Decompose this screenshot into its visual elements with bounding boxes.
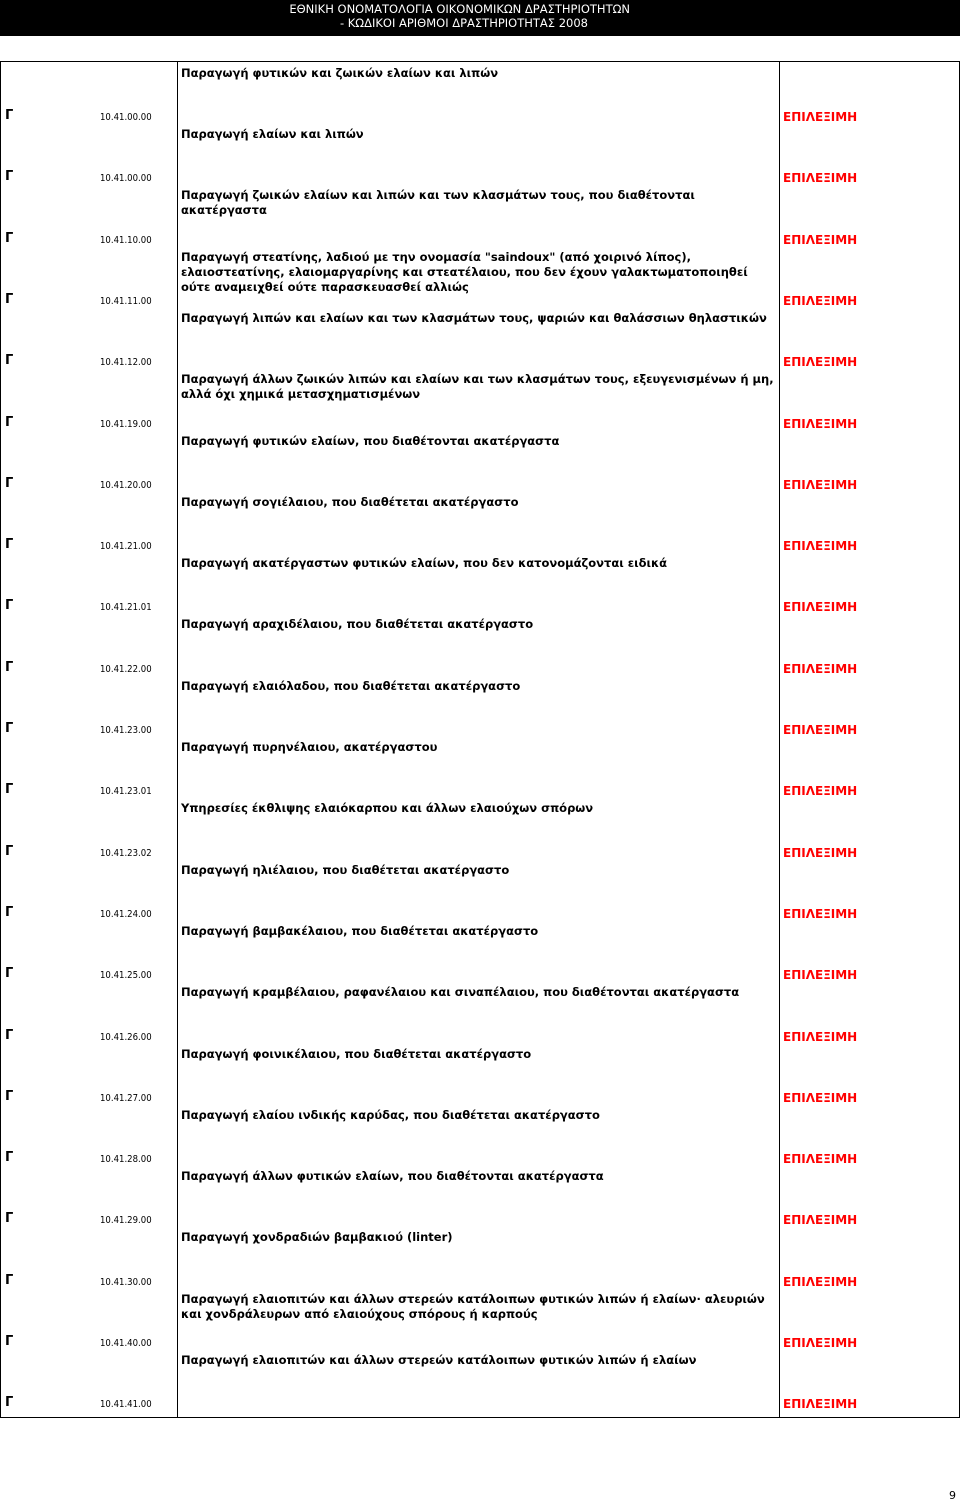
header-subtitle: - ΚΩΔΙΚΟΙ ΑΡΙΘΜΟΙ ΔΡΑΣΤΗΡΙΟΤΗΤΑΣ 2008 bbox=[339, 16, 588, 30]
activity-description: Παραγωγή βαμβακέλαιου, που διαθέτεται ακατέργαστο bbox=[181, 924, 539, 938]
activity-description: Παραγωγή ελαιοπιτών και άλλων στερεών κατάλοιπων φυτικών λιπών ή ελαίων bbox=[181, 1353, 697, 1367]
activity-code: 10.41.28.00 bbox=[100, 1154, 152, 1165]
activity-description: Παραγωγή αραχιδέλαιου, που διαθέτεται ακατέργαστο bbox=[181, 617, 534, 631]
activity-code: 10.41.24.00 bbox=[100, 909, 152, 920]
status-label: ΕΠΙΛΕΞΙΜΗ bbox=[783, 784, 858, 798]
status-label: ΕΠΙΛΕΞΙΜΗ bbox=[783, 1397, 858, 1411]
activity-code: 10.41.41.00 bbox=[100, 1399, 152, 1410]
activity-description: Παραγωγή ελαιόλαδου, που διαθέτεται ακατέργαστο bbox=[181, 679, 521, 693]
activity-description: Παραγωγή ελαίων και λιπών bbox=[181, 127, 364, 141]
activity-code: 10.41.29.00 bbox=[100, 1215, 152, 1226]
category-letter: Γ bbox=[5, 1395, 14, 1410]
status-label: ΕΠΙΛΕΞΙΜΗ bbox=[783, 233, 858, 247]
status-label: ΕΠΙΛΕΞΙΜΗ bbox=[783, 171, 858, 185]
activity-description: Παραγωγή ηλιέλαιου, που διαθέτεται ακατέργαστο bbox=[181, 863, 510, 877]
status-label: ΕΠΙΛΕΞΙΜΗ bbox=[783, 478, 858, 492]
activity-description: Παραγωγή χονδραδιών βαμβακιού (linter) bbox=[181, 1230, 453, 1244]
activity-code: 10.41.30.00 bbox=[100, 1277, 152, 1288]
activity-code: 10.41.40.00 bbox=[100, 1338, 152, 1349]
activity-code: 10.41.19.00 bbox=[100, 419, 152, 430]
category-letter: Γ bbox=[5, 966, 14, 981]
status-label: ΕΠΙΛΕΞΙΜΗ bbox=[783, 539, 858, 553]
table-bottom-border bbox=[0, 1417, 960, 1418]
status-label: ΕΠΙΛΕΞΙΜΗ bbox=[783, 1275, 858, 1289]
category-letter: Γ bbox=[5, 169, 14, 184]
category-letter: Γ bbox=[5, 476, 14, 491]
category-letter: Γ bbox=[5, 231, 14, 246]
activity-description: Παραγωγή σογιέλαιου, που διαθέτεται ακατέργαστο bbox=[181, 495, 519, 509]
table-top-border bbox=[0, 61, 960, 62]
status-label: ΕΠΙΛΕΞΙΜΗ bbox=[783, 968, 858, 982]
activity-description: Παραγωγή άλλων ζωικών λιπών και ελαίων και των κλασμάτων τους, εξευγενισμένων ή μη, αλλά όχι χημικά μετασχηματισμένων bbox=[181, 372, 774, 401]
category-letter: Γ bbox=[5, 598, 14, 613]
status-label: ΕΠΙΛΕΞΙΜΗ bbox=[783, 355, 858, 369]
status-label: ΕΠΙΛΕΞΙΜΗ bbox=[783, 723, 858, 737]
page-number: 9 bbox=[949, 1489, 956, 1502]
status-label: ΕΠΙΛΕΞΙΜΗ bbox=[783, 1152, 858, 1166]
status-label: ΕΠΙΛΕΞΙΜΗ bbox=[783, 1336, 858, 1350]
category-letter: Γ bbox=[5, 415, 14, 430]
activity-code: 10.41.23.00 bbox=[100, 725, 152, 736]
activity-code: 10.41.11.00 bbox=[100, 296, 152, 307]
activity-description: Παραγωγή πυρηνέλαιου, ακατέργαστου bbox=[181, 740, 438, 754]
category-letter: Γ bbox=[5, 721, 14, 736]
category-letter: Γ bbox=[5, 1089, 14, 1104]
category-letter: Γ bbox=[5, 905, 14, 920]
category-letter: Γ bbox=[5, 844, 14, 859]
category-letter: Γ bbox=[5, 292, 14, 307]
activity-description: Παραγωγή ελαιοπιτών και άλλων στερεών κατάλοιπων φυτικών λιπών ή ελαίων· αλευριών και χονδράλευρων από ελαιούχους σπόρους ή καρπούς bbox=[181, 1292, 765, 1321]
activity-code: 10.41.10.00 bbox=[100, 235, 152, 246]
activity-description: Παραγωγή άλλων φυτικών ελαίων, που διαθέτονται ακατέργαστα bbox=[181, 1169, 604, 1183]
status-label: ΕΠΙΛΕΞΙΜΗ bbox=[783, 1213, 858, 1227]
activity-code: 10.41.25.00 bbox=[100, 970, 152, 981]
activity-description: Παραγωγή κραμβέλαιου, ραφανέλαιου και σιναπέλαιου, που διαθέτονται ακατέργαστα bbox=[181, 985, 740, 999]
activity-code: 10.41.23.02 bbox=[100, 848, 152, 859]
category-letter: Γ bbox=[5, 537, 14, 552]
category-letter: Γ bbox=[5, 1150, 14, 1165]
status-label: ΕΠΙΛΕΞΙΜΗ bbox=[783, 907, 858, 921]
activity-description: Παραγωγή ζωικών ελαίων και λιπών και των κλασμάτων τους, που διαθέτονται ακατέργαστα bbox=[181, 188, 695, 217]
category-letter: Γ bbox=[5, 1273, 14, 1288]
category-letter: Γ bbox=[5, 1334, 14, 1349]
status-label: ΕΠΙΛΕΞΙΜΗ bbox=[783, 294, 858, 308]
activity-description: Παραγωγή λιπών και ελαίων και των κλασμάτων τους, ψαριών και θαλάσσιων θηλαστικών bbox=[181, 311, 767, 325]
category-letter: Γ bbox=[5, 1211, 14, 1226]
status-label: ΕΠΙΛΕΞΙΜΗ bbox=[783, 846, 858, 860]
top-description: Παραγωγή φυτικών και ζωικών ελαίων και λιπών bbox=[181, 66, 499, 80]
activity-description: Παραγωγή φοινικέλαιου, που διαθέτεται ακατέργαστο bbox=[181, 1047, 532, 1061]
activity-description: Παραγωγή ελαίου ινδικής καρύδας, που διαθέτεται ακατέργαστο bbox=[181, 1108, 600, 1122]
activity-code: 10.41.26.00 bbox=[100, 1032, 152, 1043]
activity-description: Παραγωγή στεατίνης, λαδιού με την ονομασία "saindoux" (από χοιρινό λίπος), ελαιοστεατίνης, ελαιομαργαρίνης και στεατέλαιου, που δεν έχουν γαλακτωματοποιηθεί ούτε αναμειχθεί ούτε παρασκευασθεί αλλιώς bbox=[181, 250, 748, 294]
column-divider bbox=[177, 61, 178, 1417]
category-letter: Γ bbox=[5, 353, 14, 368]
activity-code: 10.41.23.01 bbox=[100, 786, 152, 797]
activity-code: 10.41.00.00 bbox=[100, 112, 152, 123]
activity-description: Υπηρεσίες έκθλιψης ελαιόκαρπου και άλλων ελαιούχων σπόρων bbox=[181, 801, 594, 815]
status-label: ΕΠΙΛΕΞΙΜΗ bbox=[783, 1030, 858, 1044]
status-label: ΕΠΙΛΕΞΙΜΗ bbox=[783, 110, 858, 124]
activity-code: 10.41.27.00 bbox=[100, 1093, 152, 1104]
activity-code: 10.41.21.01 bbox=[100, 602, 152, 613]
status-label: ΕΠΙΛΕΞΙΜΗ bbox=[783, 600, 858, 614]
activity-code: 10.41.00.00 bbox=[100, 173, 152, 184]
table-left-border bbox=[0, 61, 1, 1417]
activity-code: 10.41.21.00 bbox=[100, 541, 152, 552]
status-label: ΕΠΙΛΕΞΙΜΗ bbox=[783, 662, 858, 676]
category-letter: Γ bbox=[5, 108, 14, 123]
category-letter: Γ bbox=[5, 1028, 14, 1043]
status-label: ΕΠΙΛΕΞΙΜΗ bbox=[783, 1091, 858, 1105]
activity-code: 10.41.20.00 bbox=[100, 480, 152, 491]
activity-description: Παραγωγή φυτικών ελαίων, που διαθέτονται ακατέργαστα bbox=[181, 434, 560, 448]
activity-code: 10.41.12.00 bbox=[100, 357, 152, 368]
category-letter: Γ bbox=[5, 782, 14, 797]
status-label: ΕΠΙΛΕΞΙΜΗ bbox=[783, 417, 858, 431]
category-letter: Γ bbox=[5, 660, 14, 675]
activity-code: 10.41.22.00 bbox=[100, 664, 152, 675]
header-title: ΕΘΝΙΚΗ ΟΝΟΜΑΤΟΛΟΓΙΑ ΟΙΚΟΝΟΜΙΚΩΝ ΔΡΑΣΤΗΡΙΟΤΗΤΩΝ bbox=[289, 2, 630, 16]
activity-description: Παραγωγή ακατέργαστων φυτικών ελαίων, που δεν κατονομάζονται ειδικά bbox=[181, 556, 668, 570]
